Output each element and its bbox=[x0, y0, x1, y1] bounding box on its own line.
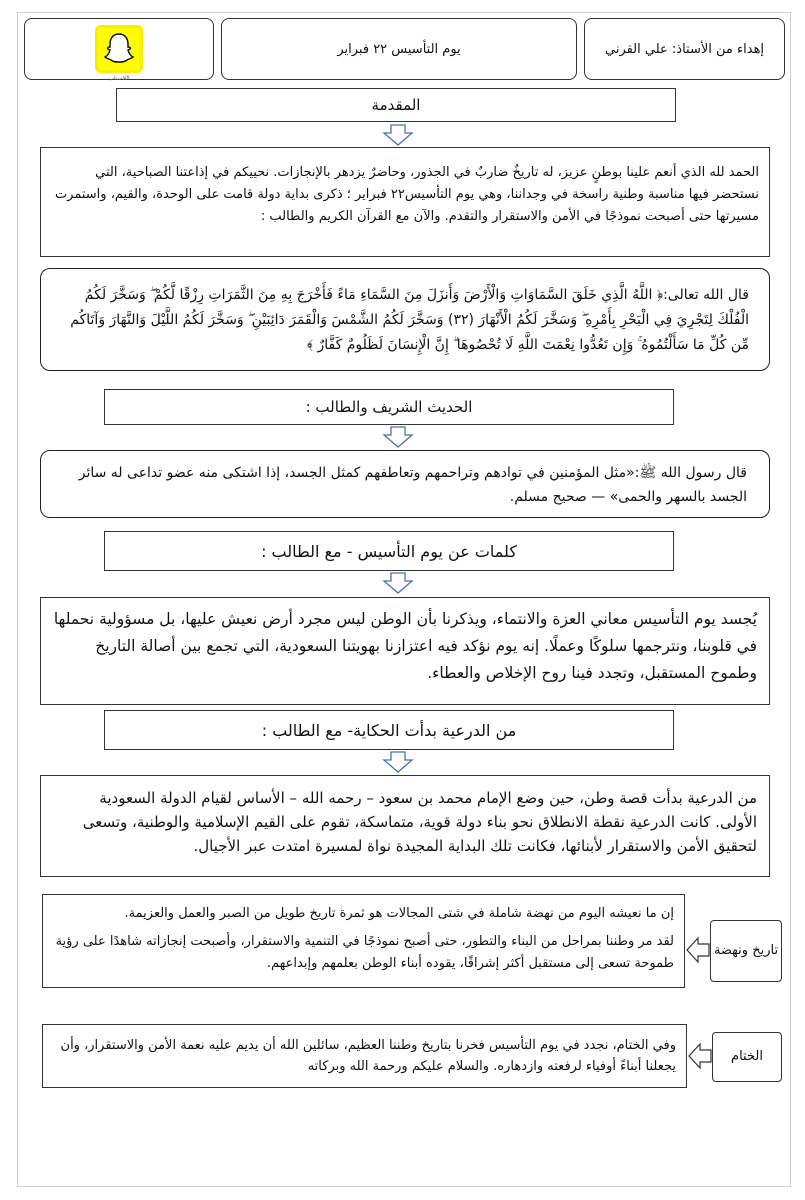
history-label: تاريخ ونهضة bbox=[713, 943, 779, 958]
down-arrow-icon bbox=[382, 426, 414, 448]
intro-title-box bbox=[116, 88, 676, 122]
left-arrow-icon bbox=[686, 936, 710, 964]
hadith-text: قال رسول الله ﷺ:«مثل المؤمنين في توادهم وتراحمهم وتعاطفهم كمثل الجسد، إذا اشتكى منه عضو تداعى له سائر الجسد بالسهر والحمى» — صحيح مسلم. bbox=[78, 465, 747, 505]
quran-text: قال الله تعالى:﴿ اللَّهُ الَّذِي خَلَقَ السَّمَاوَاتِ وَالْأَرْضَ وَأَنزَلَ مِنَ السَّمَاءِ مَاءً فَأَخْرَجَ بِهِ مِنَ الثَّمَرَاتِ رِزْقًا لَّكُمْ ۖ وَسَخَّرَ لَكُمُ الْفُلْكَ لِتَجْرِيَ فِي الْبَحْرِ بِأَمْرِهِ ۖ وَسَخَّرَ لَكُمُ الْأَنْهَارَ (٣٢) وَسَخَّرَ لَكُمُ الشَّمْسَ وَالْقَمَرَ دَائِبَيْنِ ۖ وَسَخَّرَ لَكُمُ اللَّيْلَ وَالنَّهَارَ وَآتَاكُم مِّن كُلِّ مَا سَأَلْتُمُوهُ ۚ وَإِن تَعُدُّوا نِعْمَتَ اللَّهِ لَا تُحْصُوهَا ۗ إِنَّ الْإِنسَانَ لَظَلُومٌ كَفَّارٌ ﴾ bbox=[70, 287, 749, 353]
history-label-box bbox=[710, 920, 782, 982]
history-text-2: لقد مر وطننا بمراحل من البناء والتطور، حتى أصبح نموذجًا في التنمية والاستقرار، وأصبحت إنجازاته شاهدًا على رؤية طموحة تسعى إلى مستقبل أكثر إشراقًا، يقوده أبناء الوطن بعلمهم وإبداعهم. bbox=[55, 934, 674, 971]
words-title: كلمات عن يوم التأسيس - مع الطالب : bbox=[261, 541, 517, 561]
intro-content-box bbox=[40, 147, 770, 257]
header-logo-box bbox=[24, 18, 214, 80]
logo-caption: اللاسناب bbox=[108, 75, 130, 82]
down-arrow-icon bbox=[382, 751, 414, 773]
hadith-scroll bbox=[40, 450, 770, 518]
closing-content-box bbox=[42, 1024, 687, 1088]
down-arrow-icon bbox=[382, 124, 414, 146]
header-title: يوم التأسيس ٢٢ فبراير bbox=[337, 41, 461, 57]
diriyah-text: من الدرعية بدأت قصة وطن، حين وضع الإمام محمد بن سعود – رحمه الله – الأساس لقيام الدولة السعودية الأولى. كانت الدرعية نقطة الانطلاق نحو بناء دولة قوية، متماسكة، تقوم على القيم الإسلامية والوطنية، وتسعى لتحقيق الأمن والاستقرار لأبنائها، فكانت تلك البداية المجيدة نواة لمسيرة امتدت عبر الأجيال. bbox=[82, 789, 757, 855]
ghost-icon bbox=[104, 32, 134, 64]
diriyah-title: من الدرعية بدأت الحكاية- مع الطالب : bbox=[261, 720, 517, 740]
quran-scroll bbox=[40, 268, 770, 371]
history-text-1: إن ما نعيشه اليوم من نهضة شاملة في شتى المجالات هو ثمرة تاريخ طويل من الصبر والعمل والعزيمة. bbox=[124, 906, 674, 921]
left-arrow-icon bbox=[688, 1042, 712, 1070]
diriyah-title-box bbox=[104, 710, 674, 750]
intro-title: المقدمة bbox=[371, 96, 421, 114]
closing-text: وفي الختام، نجدد في يوم التأسيس فخرنا بتاريخ وطننا العظيم، سائلين الله أن يديم عليه نعمة الأمن والاستقرار، وأن يجعلنا أبناءً أوفياء لرفعته وازدهاره. والسلام عليكم ورحمة الله وبركاته bbox=[60, 1038, 676, 1074]
words-title-box bbox=[104, 531, 674, 571]
diriyah-content-box bbox=[40, 775, 770, 877]
snapchat-logo bbox=[95, 25, 143, 82]
down-arrow-icon bbox=[382, 572, 414, 594]
words-content-box bbox=[40, 597, 770, 705]
closing-label-box bbox=[712, 1032, 782, 1082]
closing-label: الختام bbox=[731, 1049, 763, 1064]
header-gift: إهداء من الأستاذ: علي القرني bbox=[604, 41, 765, 57]
hadith-title-box bbox=[104, 389, 674, 425]
header-gift-box bbox=[584, 18, 785, 80]
header-title-box bbox=[221, 18, 577, 80]
words-text: يُجسد يوم التأسيس معاني العزة والانتماء، ويذكرنا بأن الوطن ليس مجرد أرض نعيش عليها، بل مسؤولية نحملها في قلوبنا، ونترجمها سلوكًا وعملًا. إنه يوم نؤكد فيه اعتزازنا بهويتنا السعودية، التي تجمع بين أصالة التاريخ وطموح المستقبل، وتجدد فينا روح الإخلاص والعطاء. bbox=[53, 610, 757, 682]
hadith-title: الحديث الشريف والطالب : bbox=[305, 398, 473, 416]
history-content-box bbox=[42, 894, 685, 988]
intro-text: الحمد لله الذي أنعم علينا بوطنٍ عزيز، له تاريخٌ ضاربٌ في الجذور، وحاضرٌ يزدهر بالإنجازات. نحييكم في إذاعتنا الصباحية، التي نستحضر فيها مناسبة وطنية راسخة في وجداننا، وهي يوم التأسيس٢٢ فبراير ؛ ذكرى بداية دولة قامت على الوحدة، والقيم، واستمرت مسيرتها حتى أصبحت نموذجًا في الأمن والاستقرار والتقدم. والآن مع القرآن الكريم والطالب : bbox=[54, 165, 759, 224]
